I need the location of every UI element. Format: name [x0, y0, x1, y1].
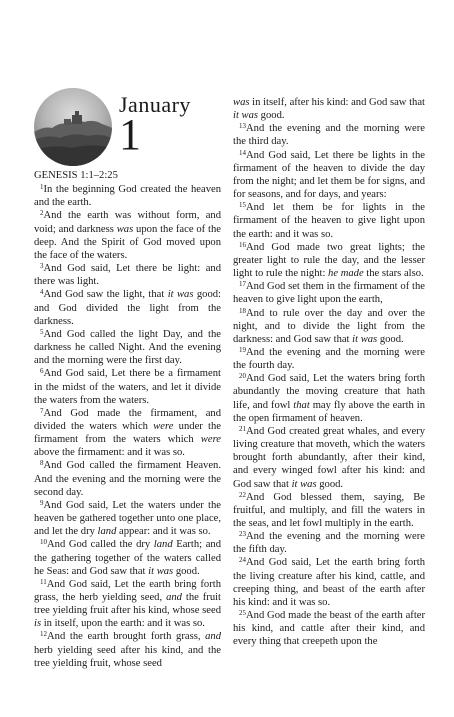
verse-text: And the evening and the morning were the fifth day.	[233, 531, 425, 556]
verse-text: And the earth was without form, and void; and darkness was upon the face of the deep. And the Spirit of God moved upon the face of the waters.	[34, 210, 221, 261]
verse-text: And God said, Let the earth bring forth grass, the herb yielding seed, and the fruit tree yielding fruit after his kind, whose seed is in itself, upon the earth: and it was so.	[34, 578, 222, 630]
verse	[34, 459, 221, 498]
verse-number: 18	[239, 306, 246, 315]
verse	[233, 556, 425, 609]
verse	[34, 538, 221, 577]
verse	[233, 201, 425, 240]
verse-number: 4	[40, 288, 44, 297]
verse-text: And the earth brought forth grass, and herb yielding seed after his kind, and the tree yielding fruit, whose seed	[34, 631, 221, 669]
verse-text: And God said, Let the waters bring forth abundantly the moving creature that hath life, and fowl that may fly above the earth in the open firmament of heaven.	[233, 373, 425, 424]
verse	[233, 96, 425, 122]
verse-number: 5	[40, 327, 44, 336]
verse-text: And let them be for lights in the firmament of the heaven to give light upon the earth: and it was so.	[233, 202, 425, 240]
verse-text: And the evening and the morning were the third day.	[233, 123, 425, 148]
verse	[233, 149, 425, 202]
verse-text: And the evening and the morning were the fourth day.	[233, 346, 425, 372]
verse	[34, 578, 221, 631]
verse-number: 21	[239, 424, 246, 433]
verse	[34, 328, 221, 367]
verse	[233, 346, 425, 372]
verse-number: 20	[239, 372, 246, 381]
verse-number: 15	[239, 201, 246, 210]
verse-number: 23	[239, 530, 246, 539]
verse-text: was in itself, after his kind: and God saw that it was good.	[233, 97, 425, 122]
verse	[34, 183, 221, 209]
verse	[34, 367, 221, 406]
verse-number: 8	[40, 459, 44, 468]
verse	[233, 491, 425, 530]
verse-text: And God called the light Day, and the darkness he called Night. And the evening and the morning were the first day.	[34, 328, 221, 367]
verse-text: And God called the dry land Earth; and the gathering together of the waters called he Seas: and God saw that it was good.	[34, 539, 221, 577]
left-column	[34, 169, 221, 670]
day-number: 1	[119, 110, 141, 159]
verse	[233, 609, 425, 648]
verse-number: 14	[239, 148, 246, 157]
verse	[34, 288, 221, 327]
verse-number: 1	[40, 183, 44, 192]
verse	[34, 209, 221, 262]
verse-text: And God said, Let there be light: and there was light.	[34, 263, 221, 288]
verse	[34, 630, 221, 669]
right-column	[233, 96, 425, 649]
verse-number: 3	[40, 262, 44, 271]
verse	[233, 280, 425, 306]
verse-text: And God called the firmament Heaven. And the evening and the morning were the second day.	[34, 460, 221, 498]
verse-number: 22	[239, 490, 246, 499]
verse	[233, 530, 425, 556]
verse-text: In the beginning God created the heaven and the earth.	[34, 184, 221, 209]
verse-number: 19	[239, 345, 246, 354]
verse-text: And God created great whales, and every living creature that moveth, which the waters brought forth abundantly, after their kind, and every winged fowl after his kind: and God saw that it was good.	[233, 425, 425, 490]
verse-text: And God made the beast of the earth after his kind, and cattle after their kind, and every thing that creepeth upon the	[233, 610, 425, 648]
verse	[34, 407, 221, 460]
verse-number: 11	[40, 577, 47, 586]
verse-text: And God made the firmament, and divided the waters which were under the firmament from the waters which were above the firmament: and it was so.	[34, 407, 221, 459]
verse-list	[233, 96, 425, 649]
verse	[233, 307, 425, 346]
verse-number: 6	[40, 367, 44, 376]
verse-number: 24	[239, 556, 246, 565]
verse-text: And God saw the light, that it was good: and God divided the light from the darkness.	[34, 289, 221, 327]
verse-text: And God blessed them, saying, Be fruitful, and multiply, and fill the waters in the seas, and let fowl multiply in the earth.	[233, 491, 425, 529]
verse-text: And God set them in the firmament of the heaven to give light upon the earth,	[233, 281, 425, 306]
verse-text: And God said, Let the earth bring forth the living creature after his kind, cattle, and creeping thing, and beast of the earth after his kind: and it was so.	[233, 557, 425, 608]
verse-text: And God said, Let the waters under the heaven be gathered together unto one place, and let the dry land appear: and it was so.	[34, 499, 221, 538]
verse-text: And God made two great lights; the greater light to rule the day, and the lesser light to rule the night: he made the stars also.	[233, 241, 425, 280]
landscape-medallion-icon	[34, 88, 112, 166]
verse-number: 9	[40, 498, 44, 507]
verse	[34, 262, 221, 288]
verse-text: And God said, Let there be a firmament in the midst of the waters, and let it divide the waters from the waters.	[34, 368, 221, 406]
verse-list	[34, 183, 221, 670]
verse	[233, 241, 425, 280]
verse	[233, 425, 425, 491]
verse-number: 10	[40, 538, 47, 547]
verse-text: And to rule over the day and over the night, and to divide the light from the darkness: and God saw that it was good.	[233, 307, 425, 345]
scripture-reference: GENESIS 1:1–2:25	[34, 170, 118, 181]
month-heading: January	[119, 92, 191, 117]
verse	[233, 372, 425, 425]
verse-number: 13	[239, 122, 246, 131]
verse-number: 12	[40, 630, 47, 639]
verse-text: And God said, Let there be lights in the firmament of the heaven to divide the day from the night; and let them be for signs, and for seasons, and for days, and years:	[233, 149, 425, 201]
verse	[34, 499, 221, 538]
verse	[233, 122, 425, 148]
verse-number: 2	[40, 209, 44, 218]
verse-number: 25	[239, 609, 246, 618]
verse-number: 16	[239, 240, 246, 249]
verse-number: 17	[239, 280, 246, 289]
verse-number: 7	[40, 406, 44, 415]
